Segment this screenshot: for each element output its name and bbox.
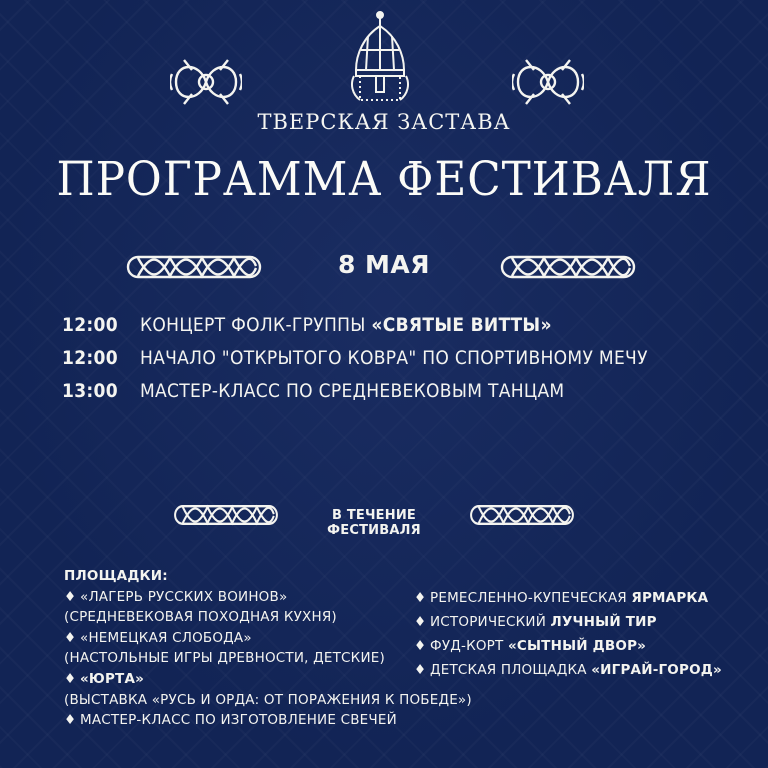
celtic-knot-icon (170, 52, 242, 112)
schedule-text: КОНЦЕРТ ФОЛК-ГРУППЫ «СВЯТЫЕ ВИТТЫ» (140, 314, 552, 336)
list-item-note: (ВЫСТАВКА «РУСЬ И ОРДА: ОТ ПОРАЖЕНИЯ К ПОБЕДЕ») (64, 691, 472, 708)
during-festival-label: В ТЕЧЕНИЕ ФЕСТИВАЛЯ (327, 508, 421, 538)
brand-name: ТВЕРСКАЯ ЗАСТАВА (257, 110, 511, 134)
list-item: ♦ «ЛАГЕРЬ РУССКИХ ВОИНОВ» (64, 588, 288, 605)
diamond-bullet-icon: ♦ (414, 590, 427, 606)
list-item: ♦ РЕМЕСЛЕННО-КУПЕЧЕСКАЯ ЯРМАРКА (414, 590, 709, 606)
knot-band-icon (124, 250, 264, 284)
schedule-list (62, 314, 648, 413)
list-item: ♦ ИСТОРИЧЕСКИЙ ЛУЧНЫЙ ТИР (414, 614, 657, 630)
diamond-bullet-icon: ♦ (64, 629, 77, 646)
schedule-time: 13:00 (62, 380, 118, 402)
festival-date: 8 МАЯ (337, 250, 431, 279)
list-item-note: (СРЕДНЕВЕКОВАЯ ПОХОДНАЯ КУХНЯ) (64, 609, 337, 626)
knot-band-icon (172, 500, 280, 530)
schedule-time: 12:00 (62, 314, 118, 336)
schedule-row (62, 314, 648, 347)
list-item: ♦ ДЕТСКАЯ ПЛОЩАДКА «ИГРАЙ-ГОРОД» (414, 662, 722, 678)
schedule-row (62, 347, 648, 380)
knot-band-icon (468, 500, 576, 530)
diamond-bullet-icon: ♦ (414, 638, 427, 654)
celtic-knot-icon (512, 52, 584, 112)
list-item: ♦ «ЮРТА» (64, 670, 145, 687)
helmet-icon (344, 10, 416, 110)
list-item-note: (НАСТОЛЬНЫЕ ИГРЫ ДРЕВНОСТИ, ДЕТСКИЕ) (64, 650, 385, 667)
venues-heading: ПЛОЩАДКИ: (64, 568, 168, 584)
diamond-bullet-icon: ♦ (414, 614, 427, 630)
page-title: ПРОГРАММА ФЕСТИВАЛЯ (56, 152, 712, 207)
list-item: ♦ МАСТЕР-КЛАСС ПО ИЗГОТОВЛЕНИЕ СВЕЧЕЙ (64, 712, 397, 729)
schedule-text: НАЧАЛО "ОТКРЫТОГО КОВРА" ПО СПОРТИВНОМУ МЕЧУ (140, 347, 648, 369)
diamond-bullet-icon: ♦ (64, 670, 77, 687)
schedule-highlight: «СВЯТЫЕ ВИТТЫ» (371, 314, 552, 336)
schedule-time: 12:00 (62, 347, 118, 369)
venues-right-column (414, 588, 722, 684)
diamond-bullet-icon: ♦ (64, 712, 77, 729)
venues-left-column (64, 566, 472, 731)
list-item: ♦ ФУД-КОРТ «СЫТНЫЙ ДВОР» (414, 638, 647, 654)
schedule-row (62, 380, 648, 413)
knot-band-icon (498, 250, 638, 284)
list-item: ♦ «НЕМЕЦКАЯ СЛОБОДА» (64, 629, 252, 646)
diamond-bullet-icon: ♦ (64, 588, 77, 605)
diamond-bullet-icon: ♦ (414, 662, 427, 678)
schedule-text: МАСТЕР-КЛАСС ПО СРЕДНЕВЕКОВЫМ ТАНЦАМ (140, 380, 565, 402)
